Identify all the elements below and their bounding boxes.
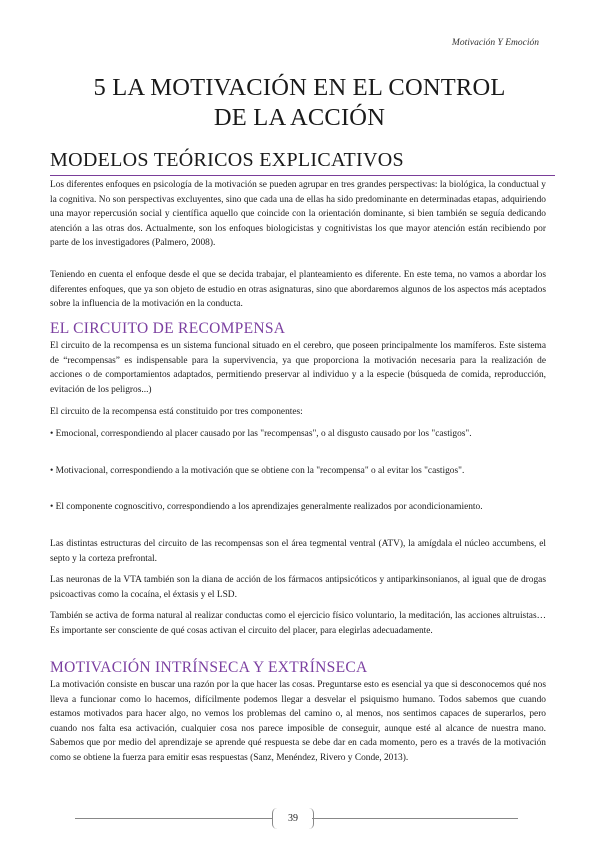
- reward-bullet-motivational: • Motivacional, correspondiendo a la motivación que se obtiene con la "recompensa" o al evitar los "castigos".: [50, 466, 465, 476]
- intro-paragraph-2: Teniendo en cuenta el enfoque desde el que se decida trabajar, el planteamiento es diferente. En este tema, no vamos a abordar los diferentes enfoques, que ya son objeto de estudio en otras asignaturas, sino que abordaremos algunos de los aspectos más aceptados sobre la influencia de la motivación en la conducta.: [50, 270, 546, 310]
- reward-paragraph-1: El circuito de la recompensa es un sistema funcional situado en el cerebro, que poseen principalmente los mamíferos. Este sistema de “recompensas” es indispensable para la supervivencia, ya que proporciona la motivación necesaria para la realización de acciones o de comportamientos adaptados, permitiendo preservar al individuo y a la especie (búsqueda de comida, reproducción, evitación de los peligros...): [50, 341, 546, 395]
- footer-rule-right: [312, 818, 518, 819]
- reward-paragraph-4: Las neuronas de la VTA también son la diana de acción de los fármacos antipsicóticos y antiparkinsonianos, al igual que de drogas psicoactivas como la cocaína, el éxtasis y el LSD.: [50, 575, 546, 600]
- reward-bullet-cognitive: • El componente cognoscitivo, correspondiendo a los aprendizajes generalmente realizados por acondicionamiento.: [50, 502, 483, 512]
- chapter-title-line-1: 5 LA MOTIVACIÓN EN EL CONTROL: [93, 74, 506, 101]
- page-number: 39: [288, 813, 298, 824]
- reward-paragraph-2: El circuito de la recompensa está constituido por tres componentes:: [50, 407, 303, 417]
- motivation-paragraph-1: La motivación consiste en buscar una razón por la que hacer las cosas. Preguntarse esto es esencial ya que si desconocemos qué nos lleva a funcionar como lo hacemos, difícilmente podemos llegar a desvelar el psiquismo humano. Todos sabemos que cuando estamos motivados para hacer algo, no vemos los problemas del camino o, al menos, nos sentimos capaces de superarlos, pero cuando nos falta esa activación, cualquier cosa nos parece imposible de conseguir, aunque esté al alcance de nuestra mano. Sabemos que por medio del aprendizaje se aprende qué respuesta se debe dar en cada momento, pero es a través de la motivación como se obtiene la fuerza para emitir esas respuestas (Sanz, Menéndez, Rivero y Conde, 2013).: [50, 680, 546, 763]
- page-number-box: [272, 808, 314, 829]
- chapter-title: [50, 73, 549, 133]
- reward-circuit-heading: EL CIRCUITO DE RECOMPENSA: [50, 320, 286, 337]
- intro-paragraph-1: Los diferentes enfoques en psicología de la motivación se pueden agrupar en tres grandes perspectivas: la biológica, la conductual y la cognitiva. No son perspectivas excluyentes, sino que cada una de ellas ha sido predominante en determinadas etapas, adquiriendo una mayor repercusión social y científica aquello que coincide con la orientación dominante, si bien también se seguía dedicando atención a las otras dos. Actualmente, son los enfoques biologicistas y cognitivistas los que mayor atención están recibiendo por parte de los investigadores (Palmero, 2008).: [50, 180, 546, 249]
- reward-bullet-emotional: • Emocional, correspondiendo al placer causado por las "recompensas", o al disgusto causado por los "castigos".: [50, 429, 472, 439]
- section-heading-underline: [50, 175, 555, 176]
- motivation-heading: MOTIVACIÓN INTRÍNSECA Y EXTRÍNSECA: [50, 659, 368, 676]
- running-head: Motivación Y Emoción: [451, 38, 539, 48]
- footer-rule-left: [75, 818, 272, 819]
- reward-paragraph-5: También se activa de forma natural al realizar conductas como el ejercicio físico voluntario, la meditación, las acciones altruistas… Es importante ser consciente de qué cosas activan el circuito del placer, para elegirlas adecuadamente.: [50, 611, 546, 636]
- reward-paragraph-3: Las distintas estructuras del circuito de las recompensas son el área tegmental ventral (ATV), la amígdala el núcleo accumbens, el septo y la corteza prefrontal.: [50, 539, 546, 564]
- chapter-title-line-2: DE LA ACCIÓN: [213, 104, 386, 131]
- section-heading: MODELOS TEÓRICOS EXPLICATIVOS: [50, 149, 404, 171]
